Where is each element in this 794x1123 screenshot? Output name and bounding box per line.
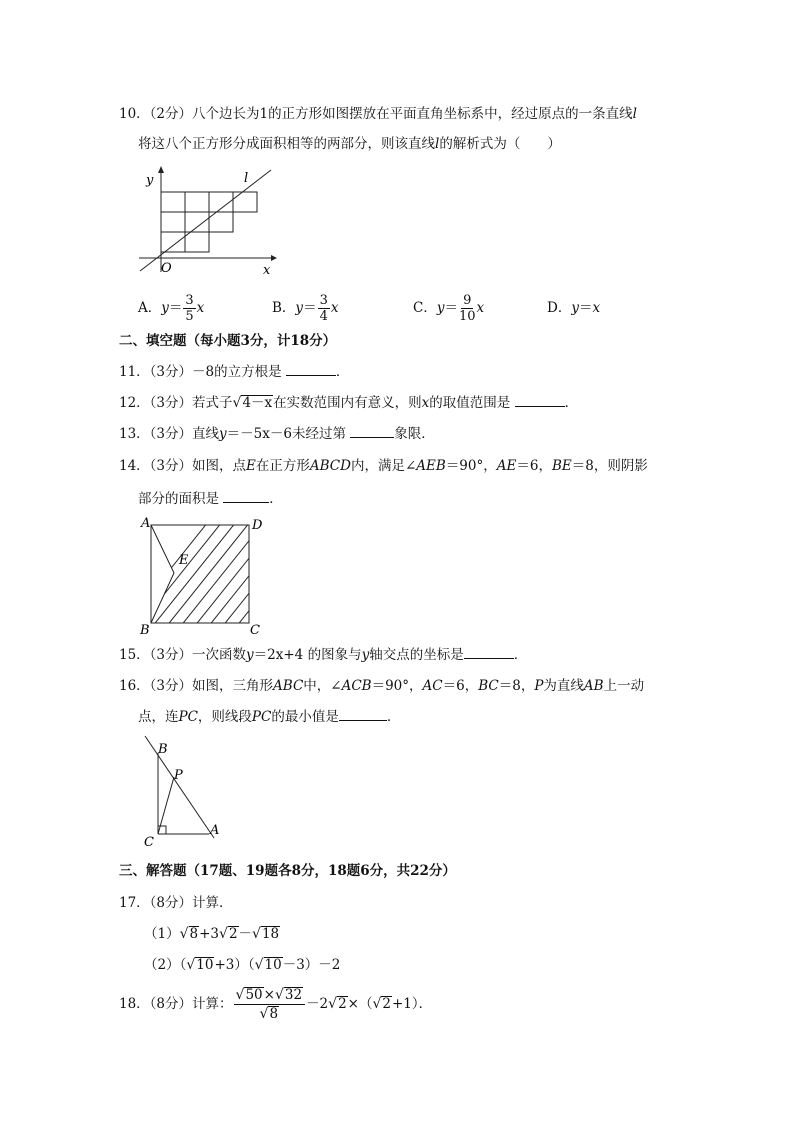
q14-line2: 部分的面积是 ． (138, 491, 283, 507)
q12-answer-blank[interactable] (515, 393, 565, 407)
q17-part1: （1）√8+3√2－√18 (144, 926, 280, 942)
q10-squares (161, 192, 257, 252)
q18: 18．（8分）计算： $\frac{√50\times√32}{√8}$ －2√2×（√2+1）． (119, 987, 433, 1022)
q16-answer-blank[interactable] (339, 707, 387, 721)
q14-label-B: B (140, 623, 150, 638)
q10-label-x: x (263, 263, 271, 278)
q10-label-O: O (161, 261, 172, 276)
q16-line1: 16．（3分）如图，三角形ABC中，∠ACB＝90°，AC＝6，BC＝8，P为直线AB上一动 (119, 678, 645, 694)
q10-figure (130, 162, 280, 280)
q16-label-C: C (144, 835, 154, 846)
q16-label-B: B (158, 742, 168, 757)
q14-label-C: C (250, 623, 260, 638)
q10-line-l (140, 170, 271, 271)
q16-figure (136, 730, 228, 846)
q14-answer-blank[interactable] (223, 489, 269, 503)
q11: 11．（3分）－8的立方根是 ． (119, 364, 350, 380)
q14-shaded-region (136, 512, 268, 640)
q17-part2: （2）（√10+3）（√10－3）－2 (144, 957, 341, 973)
q10-option-c: C．y＝ $\frac{9}{10}$ x (413, 293, 485, 324)
q14-line1: 14．（3分）如图，点E在正方形ABCD内，满足∠AEB＝90°，AE＝6，BE＝8，则阴影 (119, 458, 648, 474)
section-2-heading: 二、填空题（每小题3分，计18分） (119, 333, 337, 349)
q17-heading: 17．（8分）计算． (119, 895, 233, 911)
q10-option-d: D．y＝x (547, 300, 601, 316)
q16-label-P: P (174, 768, 183, 783)
q16-line2: 点，连PC，则线段PC的最小值是 ． (138, 709, 401, 725)
q16-segment-pc (158, 777, 174, 834)
q10-line2: 将这八个正方形分成面积相等的两部分，则该直线l的解析式为（ ） (138, 136, 561, 152)
q11-answer-blank[interactable] (286, 362, 336, 376)
q10-x-arrow (271, 255, 277, 261)
q15: 15．（3分）一次函数y＝2x+4 的图象与y轴交点的坐标是 ． (119, 647, 528, 663)
q10-line1: 10．（2分）八个边长为1的正方形如图摆放在平面直角坐标系中，经过原点的一条直线l (119, 106, 637, 122)
q16-label-A: A (210, 823, 220, 838)
q14-square (151, 525, 249, 623)
section-3-heading: 三、解答题（17题、19题各8分，18题6分，共22分） (119, 863, 456, 879)
q14-label-D: D (252, 518, 263, 533)
q13-answer-blank[interactable] (350, 424, 394, 438)
q15-answer-blank[interactable] (464, 645, 514, 659)
q10-option-a: A．y＝ $\frac{3}{5}$ x (138, 293, 205, 324)
q10-label-y: y (146, 173, 154, 188)
q10-var-l: l (632, 106, 637, 122)
q12: 12．（3分）若式子√4－x在实数范围内有意义，则x的取值范围是 ． (119, 395, 579, 411)
q14-label-E: E (179, 553, 189, 568)
q10-option-b: B．y＝ $\frac{3}{4}$ x (272, 293, 339, 324)
q14-triangle-aeb (151, 525, 174, 623)
q14-figure (136, 512, 268, 640)
q10-label-l: l (244, 171, 249, 186)
q16-line-ab (145, 736, 214, 838)
q14-label-A: A (141, 516, 151, 531)
q10-y-arrow (158, 166, 164, 173)
q13: 13．（3分）直线y＝－5x－6未经过第 象限． (119, 426, 435, 442)
